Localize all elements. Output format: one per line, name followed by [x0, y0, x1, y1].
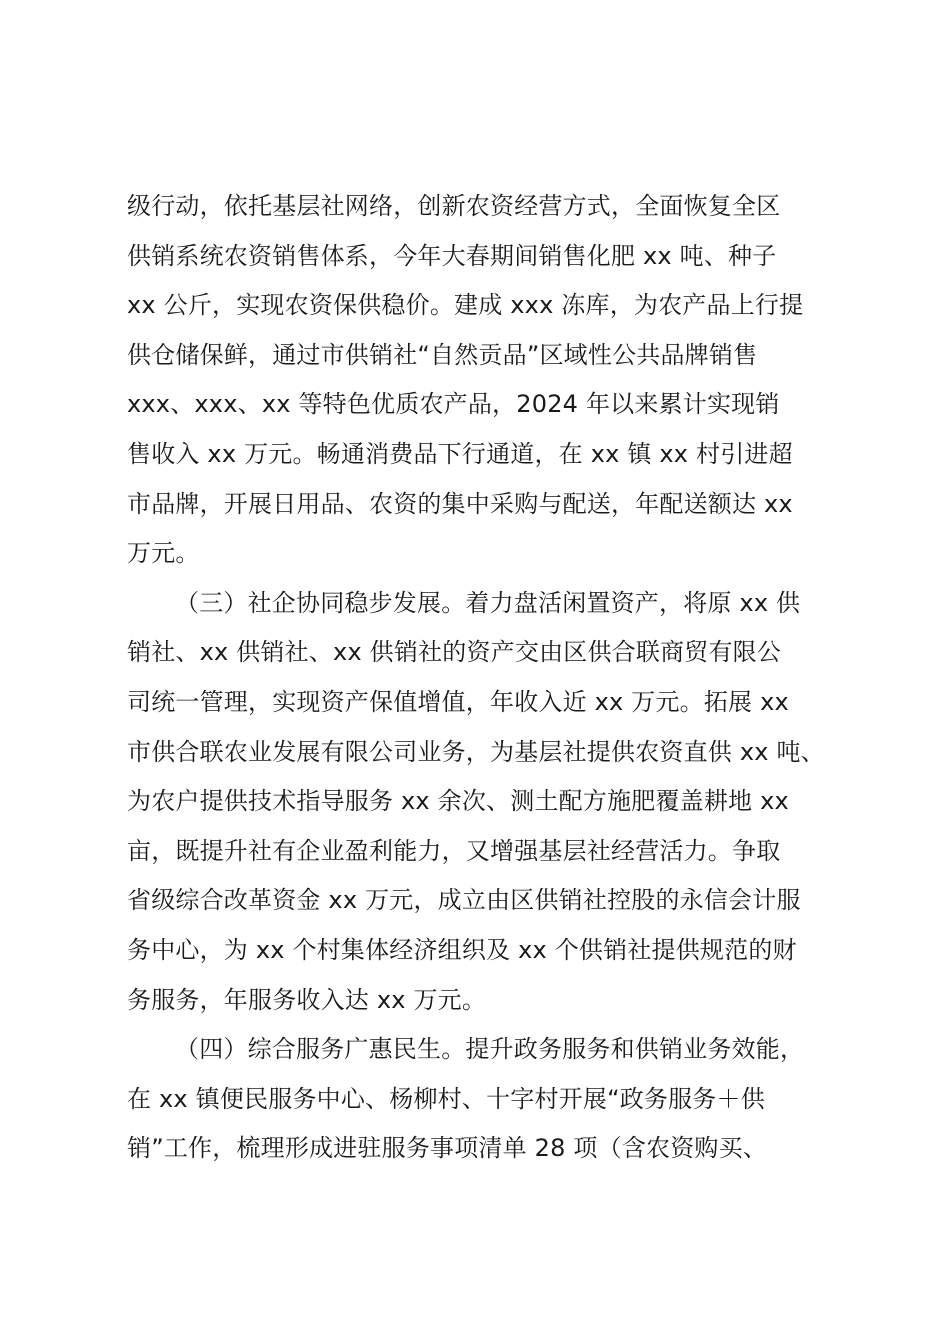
text-line: 市品牌，开展日用品、农资的集中采购与配送，年配送额达 xx: [127, 489, 793, 518]
text-line: 市供合联农业发展有限公司业务，为基层社提供农资直供 xx 吨、: [127, 737, 825, 766]
text-line: 为农户提供技术指导服务 xx 余次、测土配方施肥覆盖耕地 xx: [127, 787, 789, 816]
text-line: xxx、xxx、xx 等特色优质农产品，2024 年以来累计实现销: [127, 390, 780, 419]
text-line: 售收入 xx 万元。畅通消费品下行通道，在 xx 镇 xx 村引进超: [127, 439, 793, 468]
text-line: 省级综合改革资金 xx 万元，成立由区供销社控股的永信会计服: [127, 886, 801, 915]
text-line: 亩，既提升社有企业盈利能力，又增强基层社经营活力。争取: [127, 836, 781, 865]
section-heading-line: （四）综合服务广惠民生。提升政务服务和供销业务效能，: [175, 1035, 805, 1064]
text-line: xx 公斤，实现农资保供稳价。建成 xxx 冻库，为农产品上行提: [127, 291, 804, 320]
text-line: 务中心，为 xx 个村集体经济组织及 xx 个供销社提供规范的财: [127, 935, 797, 964]
text-line: 供销系统农资销售体系，今年大春期间销售化肥 xx 吨、种子: [127, 241, 777, 270]
text-line: 销”工作，梳理形成进驻服务事项清单 28 项（含农资购买、: [127, 1134, 768, 1163]
text-line: 务服务，年服务收入达 xx 万元。: [127, 985, 487, 1014]
text-line: 司统一管理，实现资产保值增值，年收入近 xx 万元。拓展 xx: [127, 687, 789, 716]
text-line: 级行动，依托基层社网络，创新农资经营方式，全面恢复全区: [127, 192, 781, 220]
text-line: 万元。: [127, 539, 200, 568]
section-heading-line: （三）社企协同稳步发展。着力盘活闲置资产，将原 xx 供: [175, 588, 801, 617]
text-line: 在 xx 镇便民服务中心、杨柳村、十字村开展“政务服务＋供: [127, 1084, 765, 1113]
document-body: [127, 182, 837, 1174]
text-line: 销社、xx 供销社、xx 供销社的资产交由区供合联商贸有限公: [127, 638, 782, 667]
text-line: 供仓储保鲜，通过市供销社“自然贡品”区域性公共品牌销售: [127, 340, 758, 369]
